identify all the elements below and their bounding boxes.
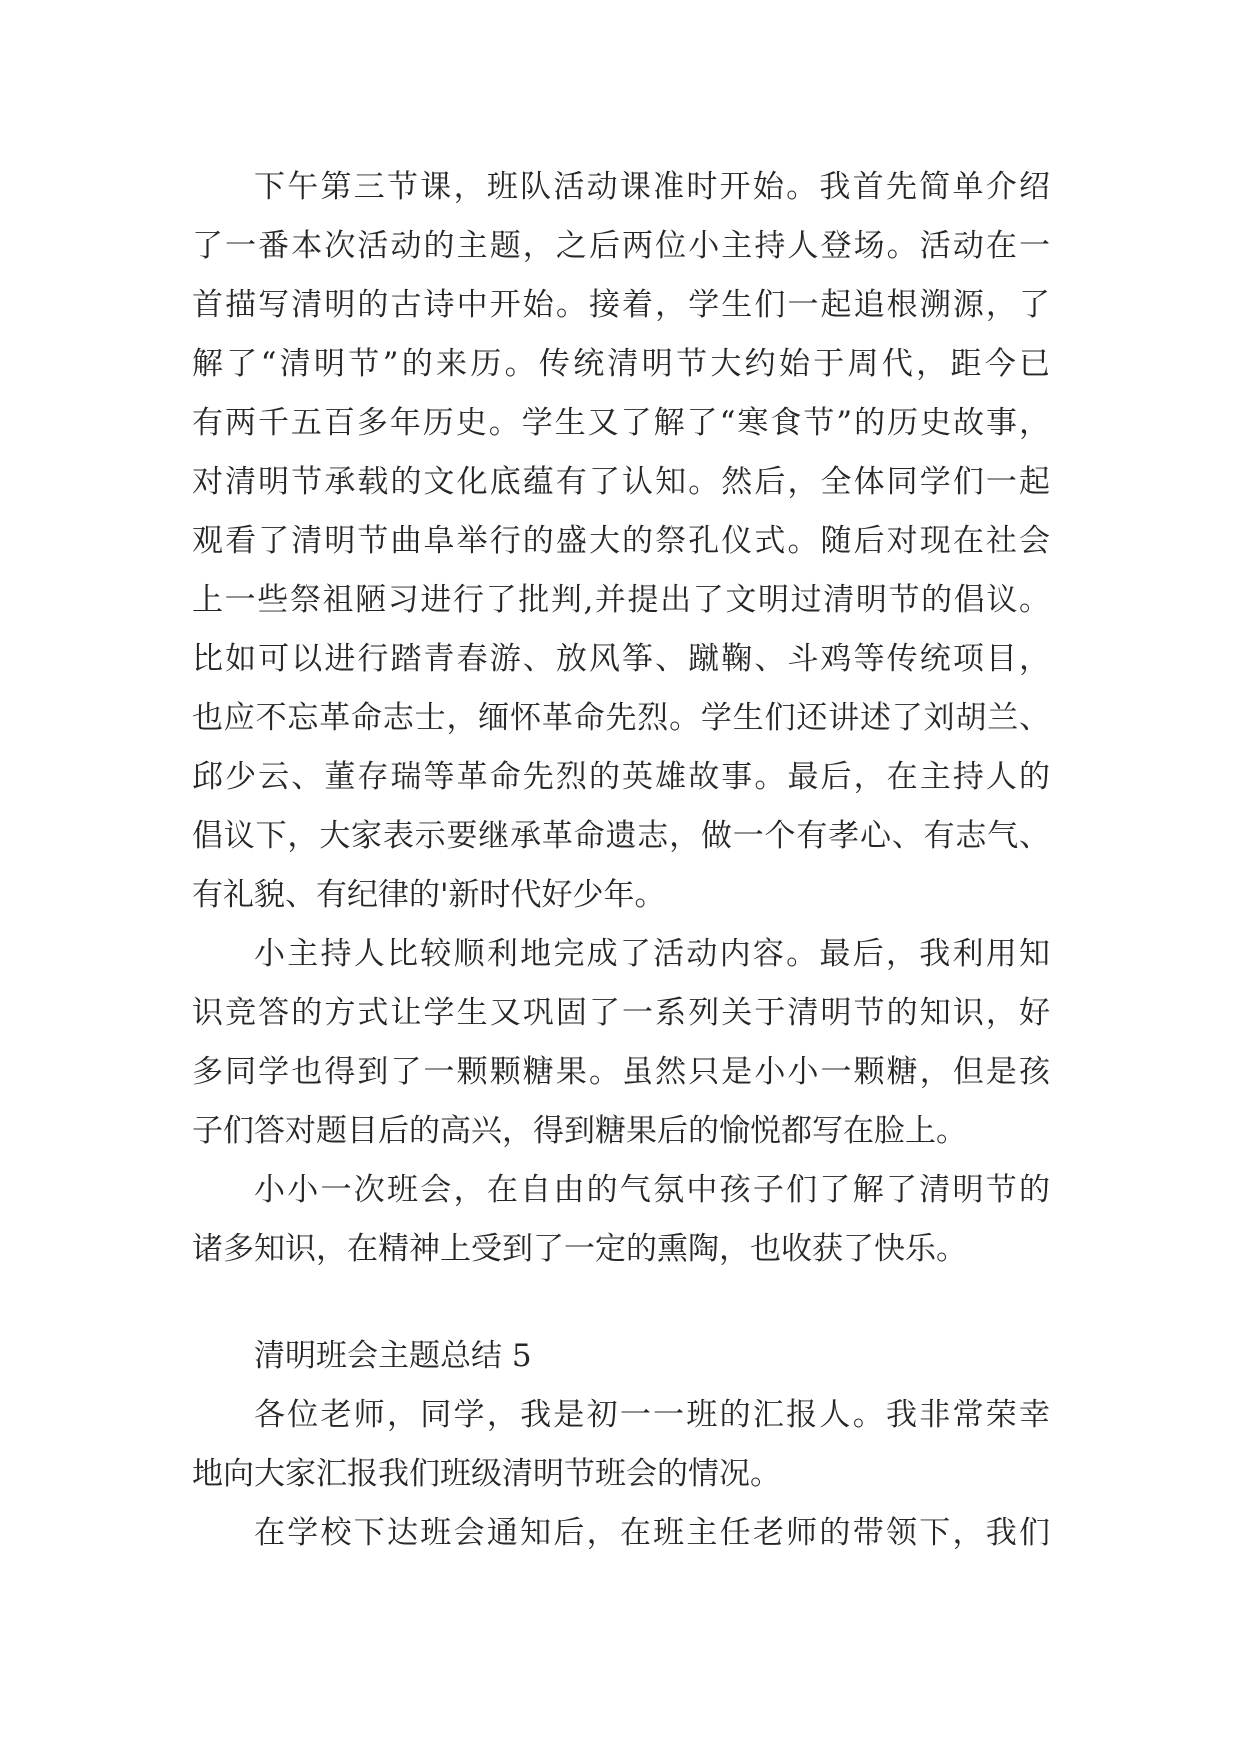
paragraph-2-line-1: 小主持人比较顺利地完成了活动内容。最后，我利用知	[254, 936, 1050, 972]
paragraph-2-line-4: 子们答对题目后的高兴，得到糖果后的愉悦都写在脸上。	[192, 1113, 967, 1149]
paragraph-1-line-4: 解了“清明节”的来历。传统清明节大约始于周代，距今已	[192, 346, 1050, 382]
paragraph-1-line-7: 观看了清明节曲阜举行的盛大的祭孔仪式。随后对现在社会	[192, 523, 1050, 559]
paragraph-1-line-13: 有礼貌、有纪律的'新时代好少年。	[192, 877, 666, 913]
paragraph-4-line-2: 地向大家汇报我们班级清明节班会的情况。	[192, 1456, 781, 1492]
paragraph-1-line-8: 上一些祭祖陋习进行了批判,并提出了文明过清明节的倡议。	[192, 582, 1050, 618]
paragraph-1-line-6: 对清明节承载的文化底蕴有了认知。然后，全体同学们一起	[192, 464, 1050, 500]
paragraph-4-line-1: 各位老师，同学，我是初一一班的汇报人。我非常荣幸	[254, 1397, 1050, 1433]
paragraph-3-line-2: 诸多知识，在精神上受到了一定的熏陶，也收获了快乐。	[192, 1231, 967, 1267]
section-title: 清明班会主题总结 5	[254, 1338, 532, 1374]
paragraph-1-line-9: 比如可以进行踏青春游、放风筝、蹴鞠、斗鸡等传统项目，	[192, 641, 1050, 677]
paragraph-1-line-12: 倡议下，大家表示要继承革命遗志，做一个有孝心、有志气、	[192, 818, 1050, 854]
paragraph-3-line-1: 小小一次班会，在自由的气氛中孩子们了解了清明节的	[254, 1172, 1050, 1208]
paragraph-5-line-1: 在学校下达班会通知后，在班主任老师的带领下，我们	[254, 1515, 1050, 1551]
paragraph-1-line-11: 邱少云、董存瑞等革命先烈的英雄故事。最后，在主持人的	[192, 759, 1050, 795]
paragraph-2-line-2: 识竞答的方式让学生又巩固了一系列关于清明节的知识，好	[192, 995, 1050, 1031]
paragraph-2-line-3: 多同学也得到了一颗颗糖果。虽然只是小小一颗糖，但是孩	[192, 1054, 1050, 1090]
paragraph-1-line-10: 也应不忘革命志士，缅怀革命先烈。学生们还讲述了刘胡兰、	[192, 700, 1050, 736]
paragraph-1-line-3: 首描写清明的古诗中开始。接着，学生们一起追根溯源，了	[192, 287, 1050, 323]
paragraph-1-line-5: 有两千五百多年历史。学生又了解了“寒食节”的历史故事，	[192, 405, 1050, 441]
paragraph-1-line-2: 了一番本次活动的主题，之后两位小主持人登场。活动在一	[192, 228, 1050, 264]
paragraph-1-line-1: 下午第三节课，班队活动课准时开始。我首先简单介绍	[254, 169, 1050, 205]
